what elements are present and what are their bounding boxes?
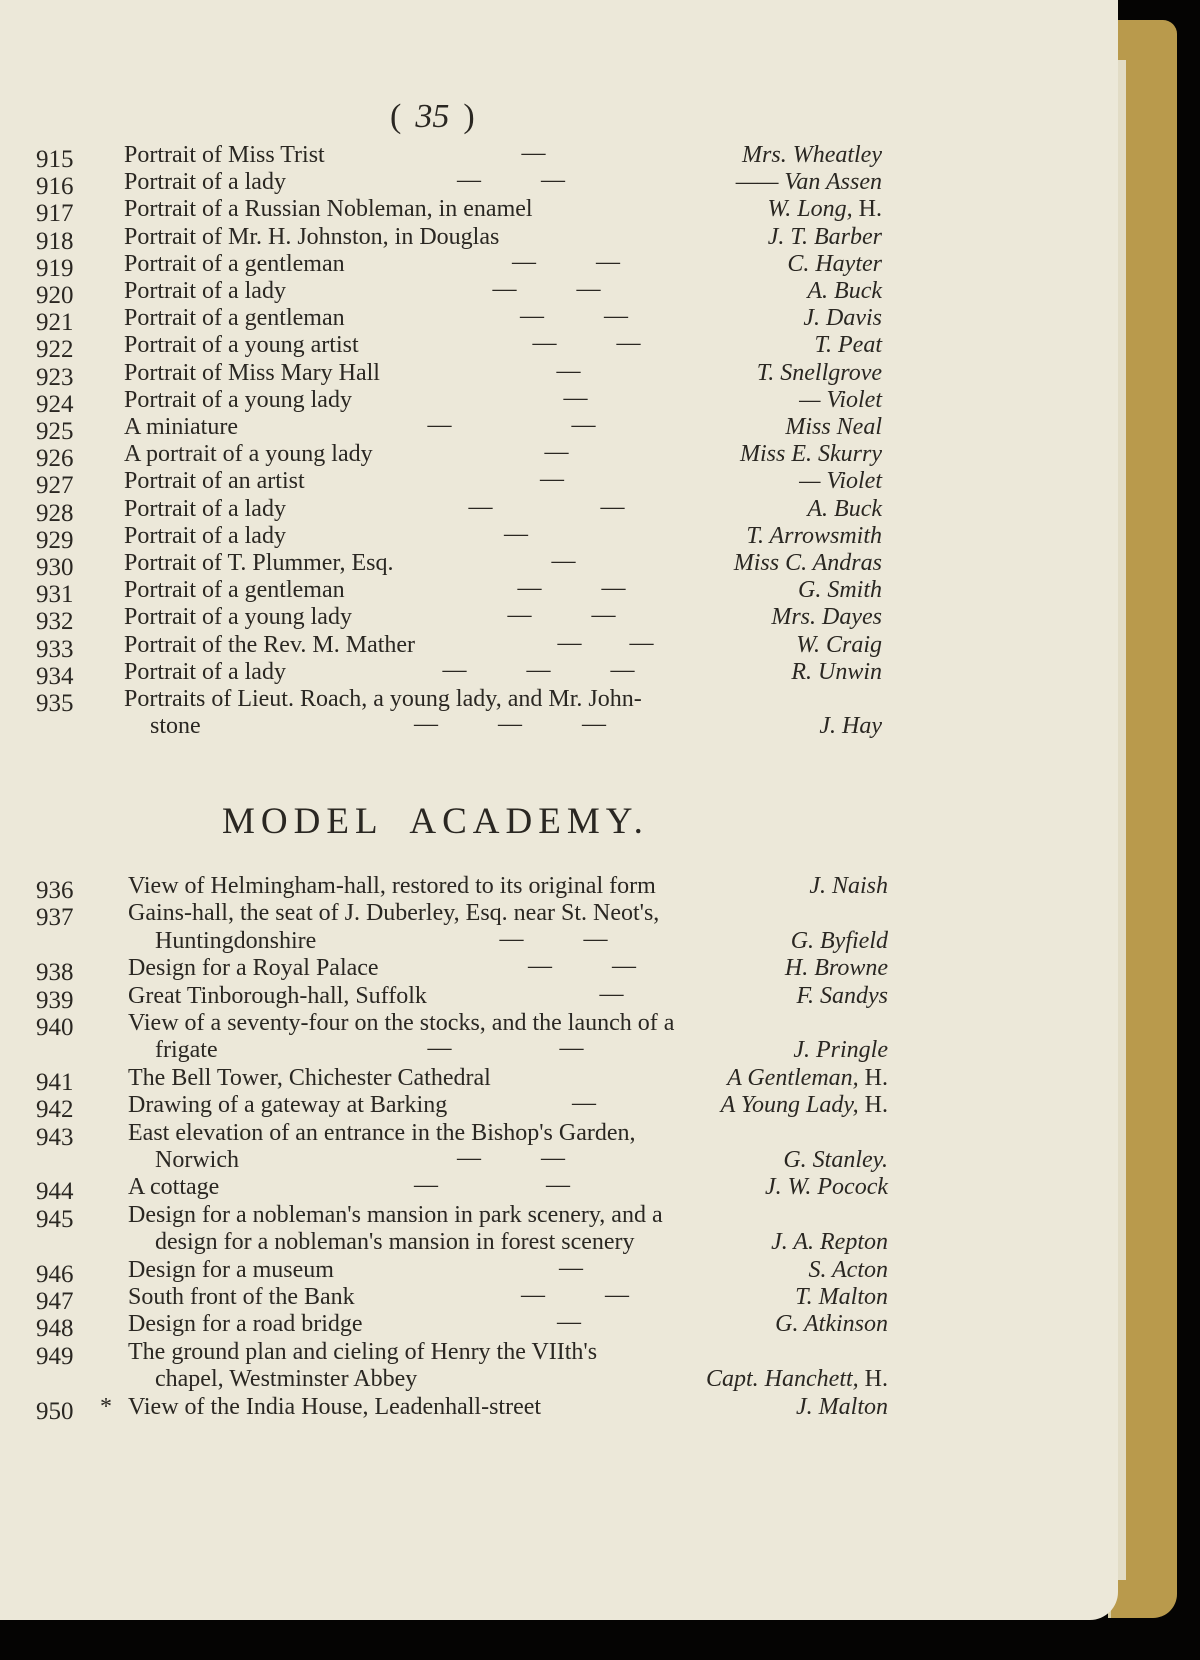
- catalogue-number: 950: [36, 1397, 74, 1425]
- artist-name: W. Long, H.: [767, 196, 882, 223]
- entry-title: A portrait of a young lady: [124, 441, 373, 468]
- catalogue-number: 919: [36, 254, 74, 282]
- honorary-suffix: H.: [852, 196, 882, 223]
- catalogue-number: 937: [36, 904, 74, 932]
- leader-dashes: — —: [532, 330, 641, 357]
- artist-name: W. Craig: [796, 631, 882, 658]
- catalogue-number: 925: [36, 418, 74, 445]
- catalogue-number: 928: [36, 499, 74, 527]
- list-item: [0, 1311, 1118, 1341]
- artist-name: T. Peat: [814, 332, 882, 359]
- leader-dashes: —: [599, 980, 624, 1007]
- entry-title: Portrait of a gentleman: [124, 250, 345, 277]
- leader-dashes: —: [572, 1090, 596, 1117]
- catalogue-number: 918: [36, 227, 74, 255]
- catalogue-number: 938: [36, 959, 74, 987]
- artist-name: Mrs. Dayes: [771, 604, 882, 631]
- entry-title: Design for a road bridge: [128, 1311, 363, 1338]
- list-item: [0, 1174, 1118, 1204]
- catalogue-number: 915: [36, 146, 74, 173]
- entry-title: Design for a Royal Palace: [128, 955, 379, 982]
- artist-name: G. Atkinson: [775, 1311, 888, 1338]
- entry-title: View of Helmingham-hall, restored to its original form: [128, 873, 656, 899]
- catalogue-number: 933: [36, 635, 74, 663]
- leader-dashes: — —: [492, 276, 601, 302]
- entry-title: Portrait of an artist: [124, 468, 305, 495]
- list-item: [0, 1202, 1118, 1232]
- list-item: [0, 1366, 1118, 1396]
- catalogue-number: 924: [36, 390, 74, 418]
- entry-title: Portrait of a lady: [124, 169, 286, 196]
- entry-title: chapel, Westminster Abbey: [155, 1366, 418, 1393]
- entry-title: Great Tinborough-hall, Suffolk: [128, 982, 427, 1009]
- entry-title: East elevation of an entrance in the Bishop's Garden,: [128, 1119, 636, 1146]
- entry-title: A miniature: [124, 414, 238, 440]
- catalogue-number: 948: [36, 1315, 74, 1343]
- honorary-suffix: H.: [858, 1092, 888, 1119]
- artist-name: J. W. Pocock: [764, 1174, 888, 1201]
- catalogue-number: 926: [36, 445, 74, 473]
- leader-dashes: —: [521, 140, 546, 166]
- list-item: [0, 1092, 1118, 1122]
- entry-title: The ground plan and cieling of Henry the VIIth's: [128, 1338, 598, 1365]
- leader-dashes: — —: [512, 248, 620, 275]
- artist-name: H. Browne: [784, 955, 888, 982]
- catalogue-number: 936: [36, 877, 74, 904]
- artist-name: G. Stanley.: [783, 1147, 888, 1173]
- artist-name: — Violet: [799, 468, 882, 495]
- artist-name: F. Sandys: [796, 982, 888, 1009]
- artist-name: T. Malton: [795, 1284, 888, 1310]
- catalogue-number: 929: [36, 526, 74, 554]
- entry-title: Portrait of a lady: [124, 658, 286, 685]
- entry-title: Portrait of a Russian Nobleman, in enamel: [124, 196, 533, 223]
- leader-dashes: —: [563, 384, 588, 411]
- list-item: [0, 1037, 1118, 1067]
- catalogue-number: 920: [36, 282, 74, 309]
- section-heading: MODEL ACADEMY.: [222, 801, 649, 842]
- catalogue-number: 931: [36, 581, 74, 609]
- catalogue-number: 917: [36, 200, 74, 228]
- entry-title: Portrait of Mr. H. Johnston, in Douglas: [124, 223, 500, 250]
- list-item: [0, 713, 1118, 743]
- entry-title: South front of the Bank: [128, 1284, 355, 1310]
- catalogue-number: 930: [36, 554, 74, 581]
- artist-name: Miss Neal: [785, 414, 882, 440]
- entry-title: stone: [150, 713, 201, 740]
- artist-name: J. Davis: [803, 305, 882, 332]
- entry-title: Portrait of the Rev. M. Mather: [124, 631, 416, 658]
- leader-dashes: — — —: [442, 656, 635, 683]
- entry-title: Portrait of Miss Mary Hall: [124, 359, 380, 386]
- entry-title: Drawing of a gateway at Barking: [128, 1092, 448, 1119]
- entry-title: Portrait of a lady: [124, 522, 286, 549]
- entry-title: View of a seventy-four on the stocks, and the launch of a: [128, 1010, 675, 1036]
- artist-name: A. Buck: [807, 495, 882, 522]
- catalogue-number: 947: [36, 1288, 74, 1315]
- artist-name: Miss E. Skurry: [740, 441, 882, 468]
- list-item: [0, 357, 1118, 391]
- entry-title: Portrait of Miss Trist: [124, 142, 325, 168]
- entry-title: A cottage: [128, 1174, 220, 1201]
- artist-name: C. Hayter: [787, 250, 882, 277]
- catalogue-number: 923: [36, 363, 74, 391]
- entry-title: The Bell Tower, Chichester Cathedral: [128, 1064, 491, 1091]
- catalogue-number: 940: [36, 1014, 74, 1041]
- artist-name: A. Buck: [807, 278, 882, 304]
- list-item: [0, 196, 1118, 226]
- leader-dashes: — —: [521, 1282, 629, 1308]
- leader-dashes: — —: [457, 1145, 565, 1171]
- artist-name: J. A. Repton: [771, 1229, 888, 1256]
- list-item: [0, 955, 1118, 985]
- entry-title: Design for a nobleman's mansion in park scenery, and a: [128, 1201, 663, 1228]
- leader-dashes: — —: [427, 1035, 584, 1062]
- leader-dashes: — —: [414, 1172, 570, 1199]
- leader-dashes: —: [540, 466, 564, 493]
- artist-name: A Gentleman, H.: [727, 1064, 888, 1091]
- artist-name: J. Hay: [819, 713, 882, 740]
- catalogue-number: 921: [36, 309, 74, 337]
- catalogue-number: 916: [36, 173, 74, 201]
- catalogue-number: 927: [36, 472, 74, 500]
- leader-dashes: —: [556, 357, 581, 384]
- catalogue-number: 939: [36, 986, 74, 1014]
- catalogue-number: 934: [36, 662, 74, 690]
- entry-title: Portraits of Lieut. Roach, a young lady, and Mr. John-: [124, 686, 642, 712]
- list-item: [0, 1394, 1118, 1424]
- catalogue-number: 945: [36, 1205, 74, 1233]
- artist-name: S. Acton: [808, 1256, 888, 1283]
- entry-title: Portrait of T. Plummer, Esq.: [124, 550, 394, 576]
- entry-title: Norwich: [155, 1147, 239, 1173]
- entry-title: View of the India House, Leadenhall-street: [128, 1393, 542, 1420]
- leader-dashes: — —: [528, 953, 636, 980]
- entry-title: frigate: [155, 1037, 218, 1064]
- artist-name: Mrs. Wheatley: [742, 142, 882, 168]
- leader-dashes: — —: [468, 493, 625, 520]
- leader-dashes: —: [557, 1309, 581, 1336]
- catalogue-number: 941: [36, 1068, 74, 1096]
- artist-name: J. T. Barber: [767, 223, 882, 250]
- catalogue-number: 949: [36, 1342, 74, 1370]
- leader-dashes: —: [544, 439, 569, 466]
- artist-name: — Violet: [799, 386, 882, 413]
- artist-name: R. Unwin: [791, 658, 882, 685]
- asterisk-mark: *: [100, 1393, 112, 1420]
- entry-title: Portrait of a young artist: [124, 332, 359, 359]
- artist-name: T. Arrowsmith: [746, 522, 882, 549]
- entry-title: Portrait of a lady: [124, 495, 286, 522]
- leader-dashes: — —: [457, 167, 565, 194]
- list-item: [0, 1339, 1118, 1369]
- entry-title: Portrait of a gentleman: [124, 305, 345, 332]
- catalogue-number: 946: [36, 1260, 74, 1288]
- artist-name: G. Byfield: [790, 927, 888, 954]
- artist-name: —— Van Assen: [735, 169, 882, 196]
- artist-name: T. Snellgrove: [756, 359, 882, 386]
- entry-title: Portrait of a young lady: [124, 604, 352, 631]
- catalogue-number: 943: [36, 1123, 74, 1151]
- artist-name: Miss C. Andras: [733, 550, 882, 576]
- entry-title: Gains-hall, the seat of J. Duberley, Esq. near St. Neot's,: [128, 900, 660, 927]
- list-item: [0, 873, 1118, 903]
- catalogue-number: 942: [36, 1096, 74, 1124]
- entry-title: Portrait of a young lady: [124, 386, 352, 413]
- catalogue-number: 935: [36, 690, 74, 717]
- list-item: [0, 493, 1118, 527]
- list-item: [0, 1065, 1118, 1095]
- leader-dashes: —: [551, 548, 576, 574]
- honorary-suffix: H.: [858, 1366, 888, 1393]
- honorary-suffix: H.: [858, 1064, 888, 1091]
- leader-dashes: — —: [517, 575, 626, 602]
- leader-dashes: — —: [499, 925, 608, 952]
- entry-title: Portrait of a gentleman: [124, 577, 345, 604]
- leader-dashes: —: [559, 1254, 583, 1281]
- entry-title: Design for a museum: [128, 1256, 334, 1283]
- leader-dashes: — —: [520, 303, 628, 330]
- artist-name: Capt. Hanchett, H.: [706, 1366, 888, 1393]
- list-item: [0, 169, 1118, 199]
- artist-name: J. Naish: [809, 873, 888, 899]
- artist-name: J. Malton: [796, 1393, 888, 1420]
- leader-dashes: — —: [507, 602, 616, 629]
- leader-dashes: — —: [427, 412, 596, 438]
- catalogue-number: 944: [36, 1178, 74, 1206]
- list-item: [0, 656, 1118, 690]
- entry-title: Portrait of a lady: [124, 278, 286, 304]
- artist-name: G. Smith: [798, 577, 882, 604]
- entry-title: Huntingdonshire: [155, 927, 317, 954]
- leader-dashes: — — —: [414, 711, 606, 738]
- page-number: ( 35 ): [390, 98, 483, 135]
- leader-dashes: —: [504, 520, 528, 547]
- entry-title: design for a nobleman's mansion in forest scenery: [155, 1229, 635, 1256]
- leader-dashes: — —: [557, 629, 654, 656]
- list-item: [0, 980, 1118, 1014]
- catalogue-number: 932: [36, 608, 74, 636]
- artist-name: A Young Lady, H.: [720, 1092, 888, 1119]
- catalogue-number: 922: [36, 336, 74, 364]
- artist-name: J. Pringle: [793, 1037, 888, 1064]
